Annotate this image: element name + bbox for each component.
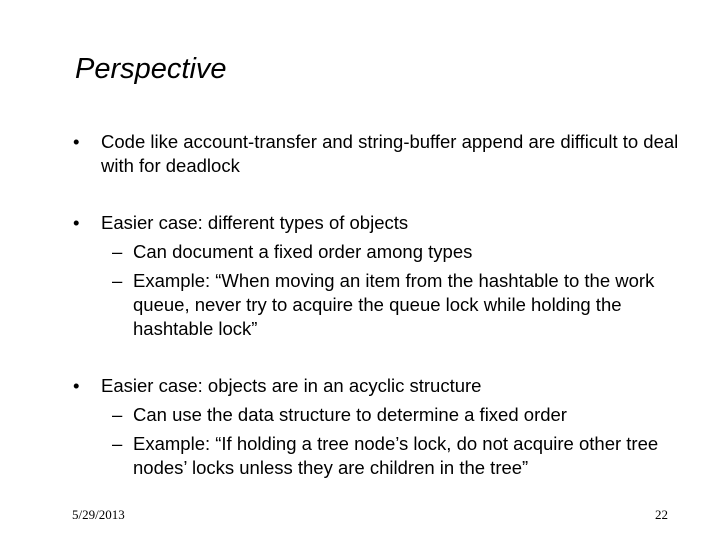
- sub-bullet-marker: –: [112, 433, 123, 454]
- bullet-marker: •: [73, 375, 80, 396]
- sub-bullet-text: Example: “If holding a tree node’s lock, do not acquire other tree nodes’ locks unless they are children in the tree”: [133, 433, 659, 478]
- sub-bullet-item: [112, 240, 693, 264]
- sub-bullet-item: [112, 403, 693, 427]
- bullet-item: [73, 130, 681, 178]
- bullet-marker: •: [73, 131, 80, 152]
- bullet-text: Easier case: different types of objects: [101, 212, 409, 233]
- bullet-item: [73, 211, 681, 235]
- sub-bullet-marker: –: [112, 270, 123, 291]
- bullet-item: [73, 374, 681, 398]
- bullet-text: Code like account-transfer and string-buffer append are difficult to deal with for deadlock: [101, 131, 679, 176]
- sub-bullet-marker: –: [112, 241, 123, 262]
- sub-bullet-text: Can document a fixed order among types: [133, 241, 473, 262]
- footer-page-number: 22: [655, 507, 668, 522]
- slide-title: Perspective: [75, 53, 227, 85]
- bullet-marker: •: [73, 212, 80, 233]
- sub-bullet-item: [112, 432, 693, 480]
- footer-date: 5/29/2013: [72, 507, 125, 522]
- sub-bullet-text: Can use the data structure to determine a fixed order: [133, 404, 567, 425]
- sub-bullet-item: [112, 269, 693, 341]
- bullet-text: Easier case: objects are in an acyclic structure: [101, 375, 482, 396]
- sub-bullet-marker: –: [112, 404, 123, 425]
- sub-bullet-text: Example: “When moving an item from the hashtable to the work queue, never try to acquire the queue lock while holding the hashtable lock”: [133, 270, 655, 339]
